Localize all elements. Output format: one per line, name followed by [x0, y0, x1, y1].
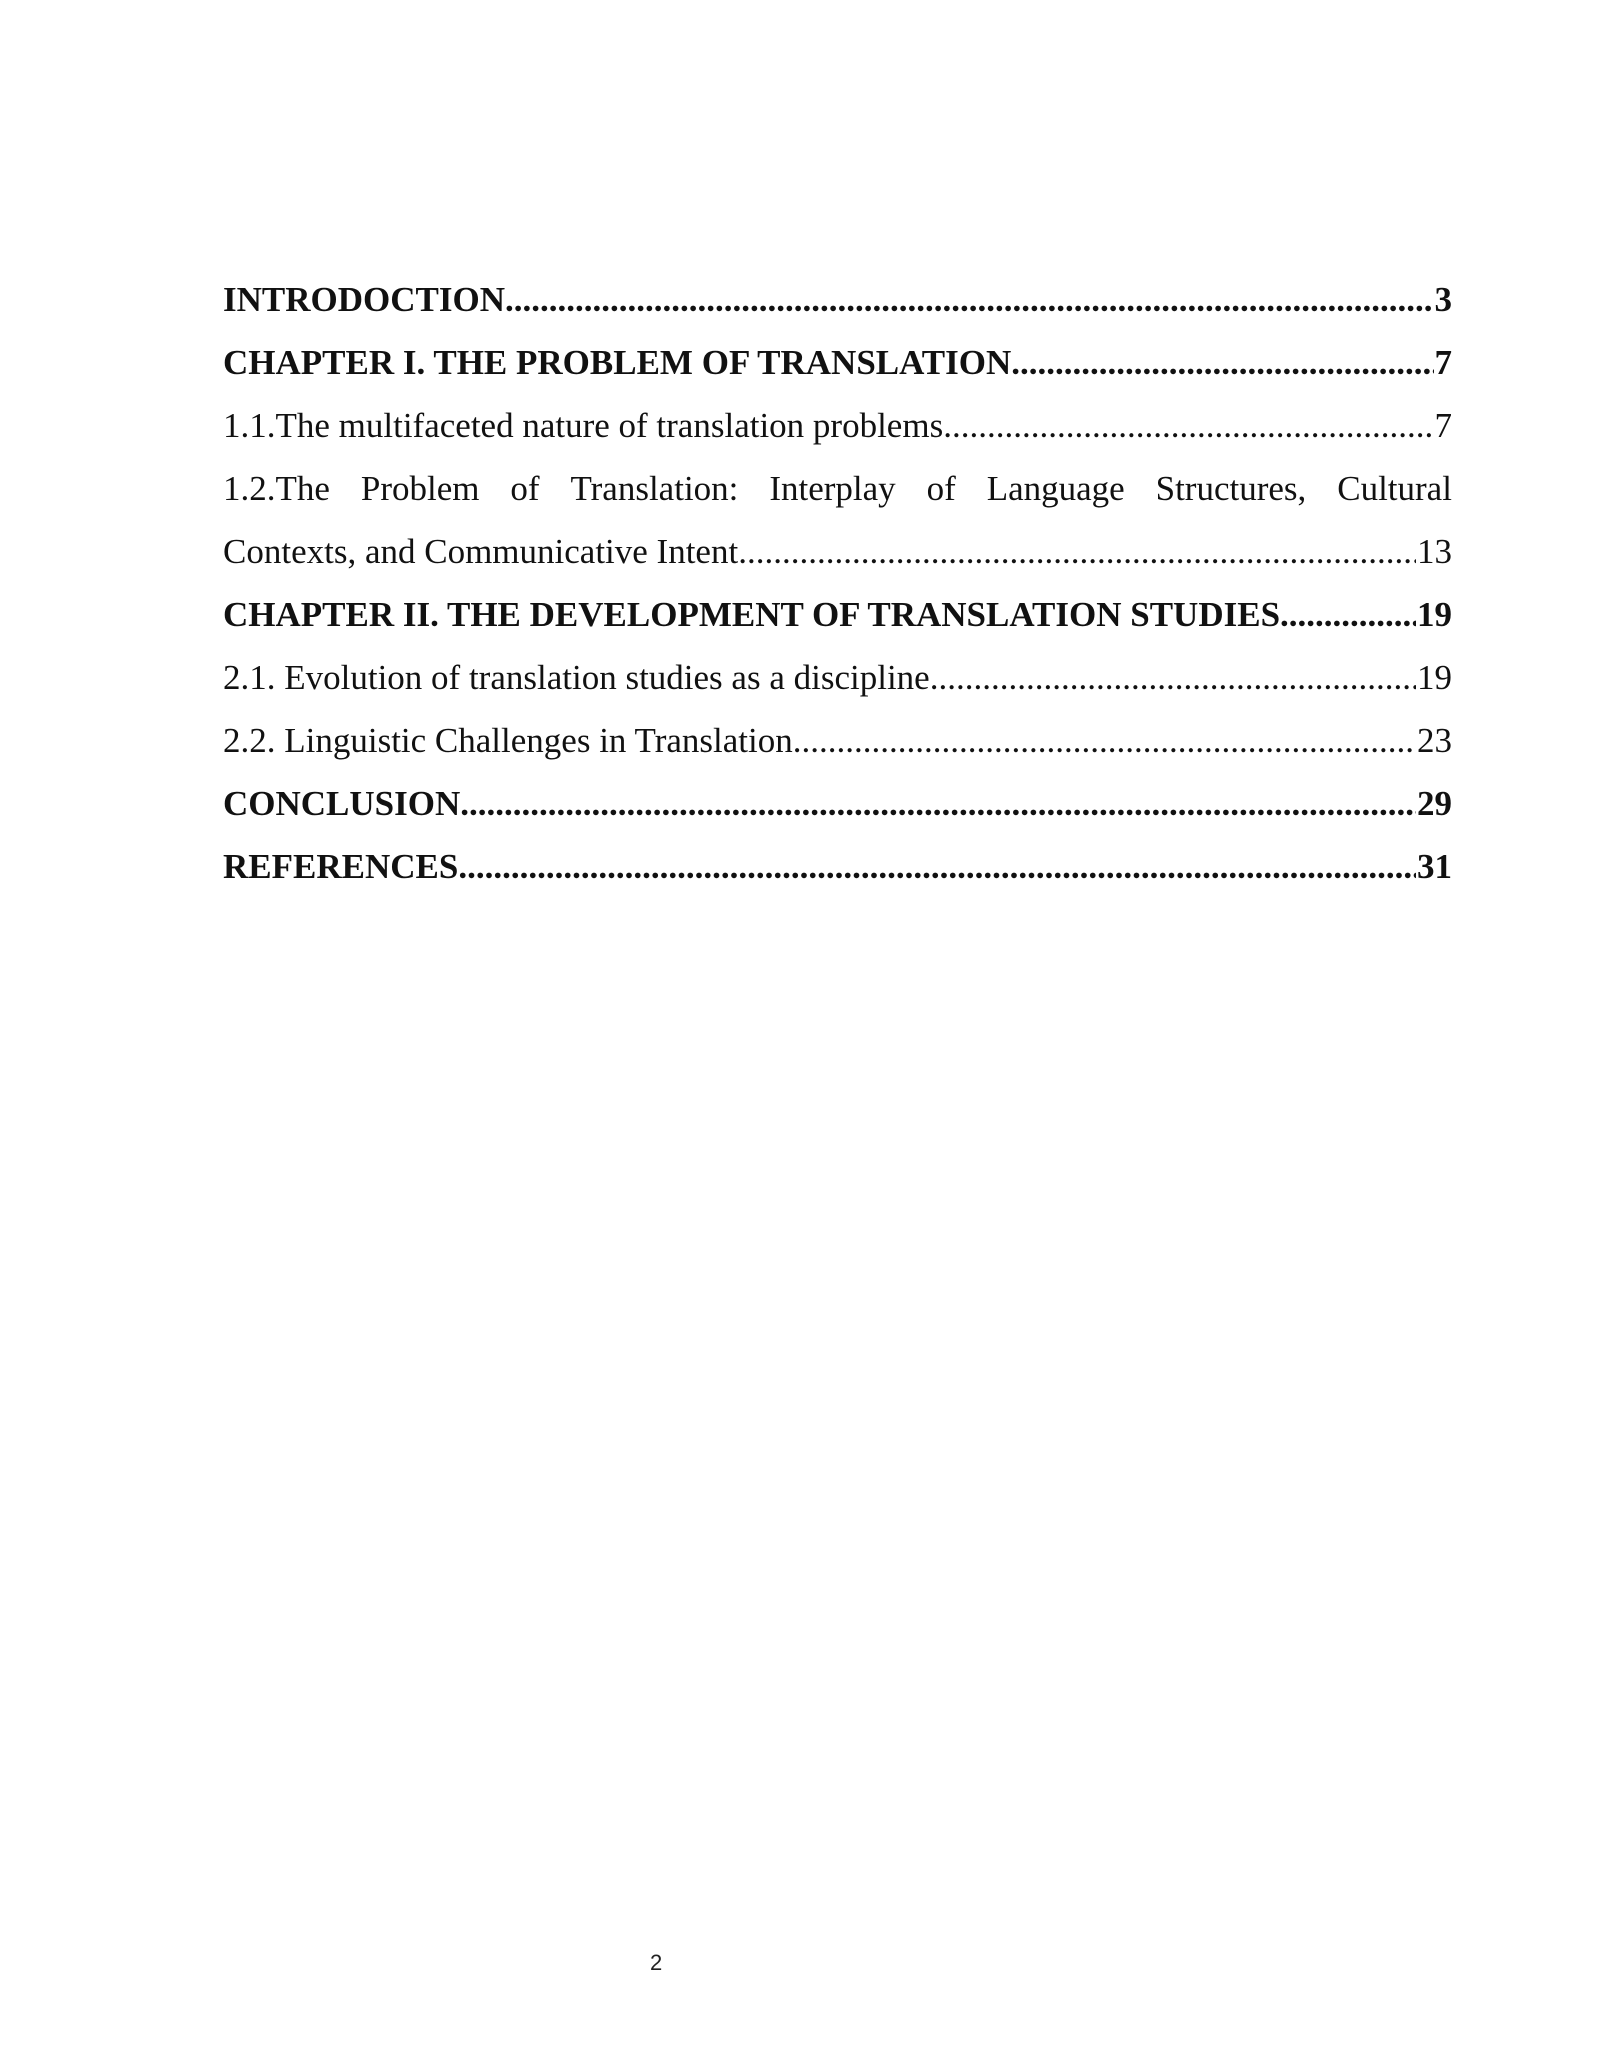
toc-entry-section-2-1[interactable]	[223, 646, 1452, 709]
toc-entry-introduction[interactable]	[223, 268, 1452, 331]
toc-entry-page: 13	[1417, 532, 1452, 571]
toc-leader-dots	[458, 835, 1416, 898]
toc-entry-section-1-1[interactable]	[223, 394, 1452, 457]
toc-entry-title: CHAPTER I. THE PROBLEM OF TRANSLATION	[223, 343, 1012, 382]
toc-leader-dots	[505, 268, 1434, 331]
toc-word: of	[510, 469, 540, 508]
toc-leader-dots	[1280, 583, 1416, 646]
toc-word: 1.2.The	[223, 469, 330, 508]
toc-leader-dots	[930, 646, 1416, 709]
toc-entry-section-2-2[interactable]	[223, 709, 1452, 772]
toc-justified-words	[223, 457, 1452, 520]
toc-entry-page: 7	[1434, 406, 1452, 445]
toc-word: Language	[986, 469, 1125, 508]
toc-entry-title: 2.2. Linguistic Challenges in Translation	[223, 721, 793, 760]
toc-entry-title: 2.1. Evolution of translation studies as a discipline	[223, 658, 930, 697]
toc-entry-title: CHAPTER II. THE DEVELOPMENT OF TRANSLATION STUDIES	[223, 595, 1281, 634]
toc-entry-section-1-2-line-1[interactable]	[223, 457, 1452, 520]
table-of-contents	[223, 268, 1452, 898]
toc-entry-references[interactable]	[223, 835, 1452, 898]
toc-entry-page: 31	[1417, 847, 1452, 886]
toc-entry-section-1-2-line-2[interactable]	[223, 520, 1452, 583]
toc-leader-dots	[738, 520, 1416, 583]
toc-entry-page: 19	[1417, 658, 1452, 697]
toc-entry-page: 3	[1434, 280, 1452, 319]
toc-entry-chapter-2[interactable]	[223, 583, 1452, 646]
toc-word: of	[926, 469, 956, 508]
toc-word: Interplay	[769, 469, 896, 508]
toc-leader-dots	[1011, 331, 1433, 394]
toc-word: Structures,	[1155, 469, 1307, 508]
toc-entry-page: 23	[1417, 721, 1452, 760]
toc-word: Cultural	[1337, 469, 1452, 508]
toc-leader-dots	[793, 709, 1416, 772]
toc-leader-dots	[460, 772, 1416, 835]
toc-entry-conclusion[interactable]	[223, 772, 1452, 835]
toc-entry-page: 19	[1417, 595, 1452, 634]
toc-entry-title: INTRODOCTION	[223, 280, 505, 319]
toc-leader-dots	[943, 394, 1433, 457]
toc-entry-title: REFERENCES	[223, 847, 459, 886]
toc-word: Problem	[360, 469, 480, 508]
toc-entry-page: 29	[1417, 784, 1452, 823]
toc-entry-title: Contexts, and Communicative Intent	[223, 532, 739, 571]
toc-entry-page: 7	[1434, 343, 1452, 382]
toc-entry-title: 1.1.The multifaceted nature of translation problems	[223, 406, 944, 445]
toc-word: Translation:	[570, 469, 739, 508]
page-number: 2	[650, 1950, 663, 1975]
toc-entry-chapter-1[interactable]	[223, 331, 1452, 394]
toc-entry-title: CONCLUSION	[223, 784, 461, 823]
